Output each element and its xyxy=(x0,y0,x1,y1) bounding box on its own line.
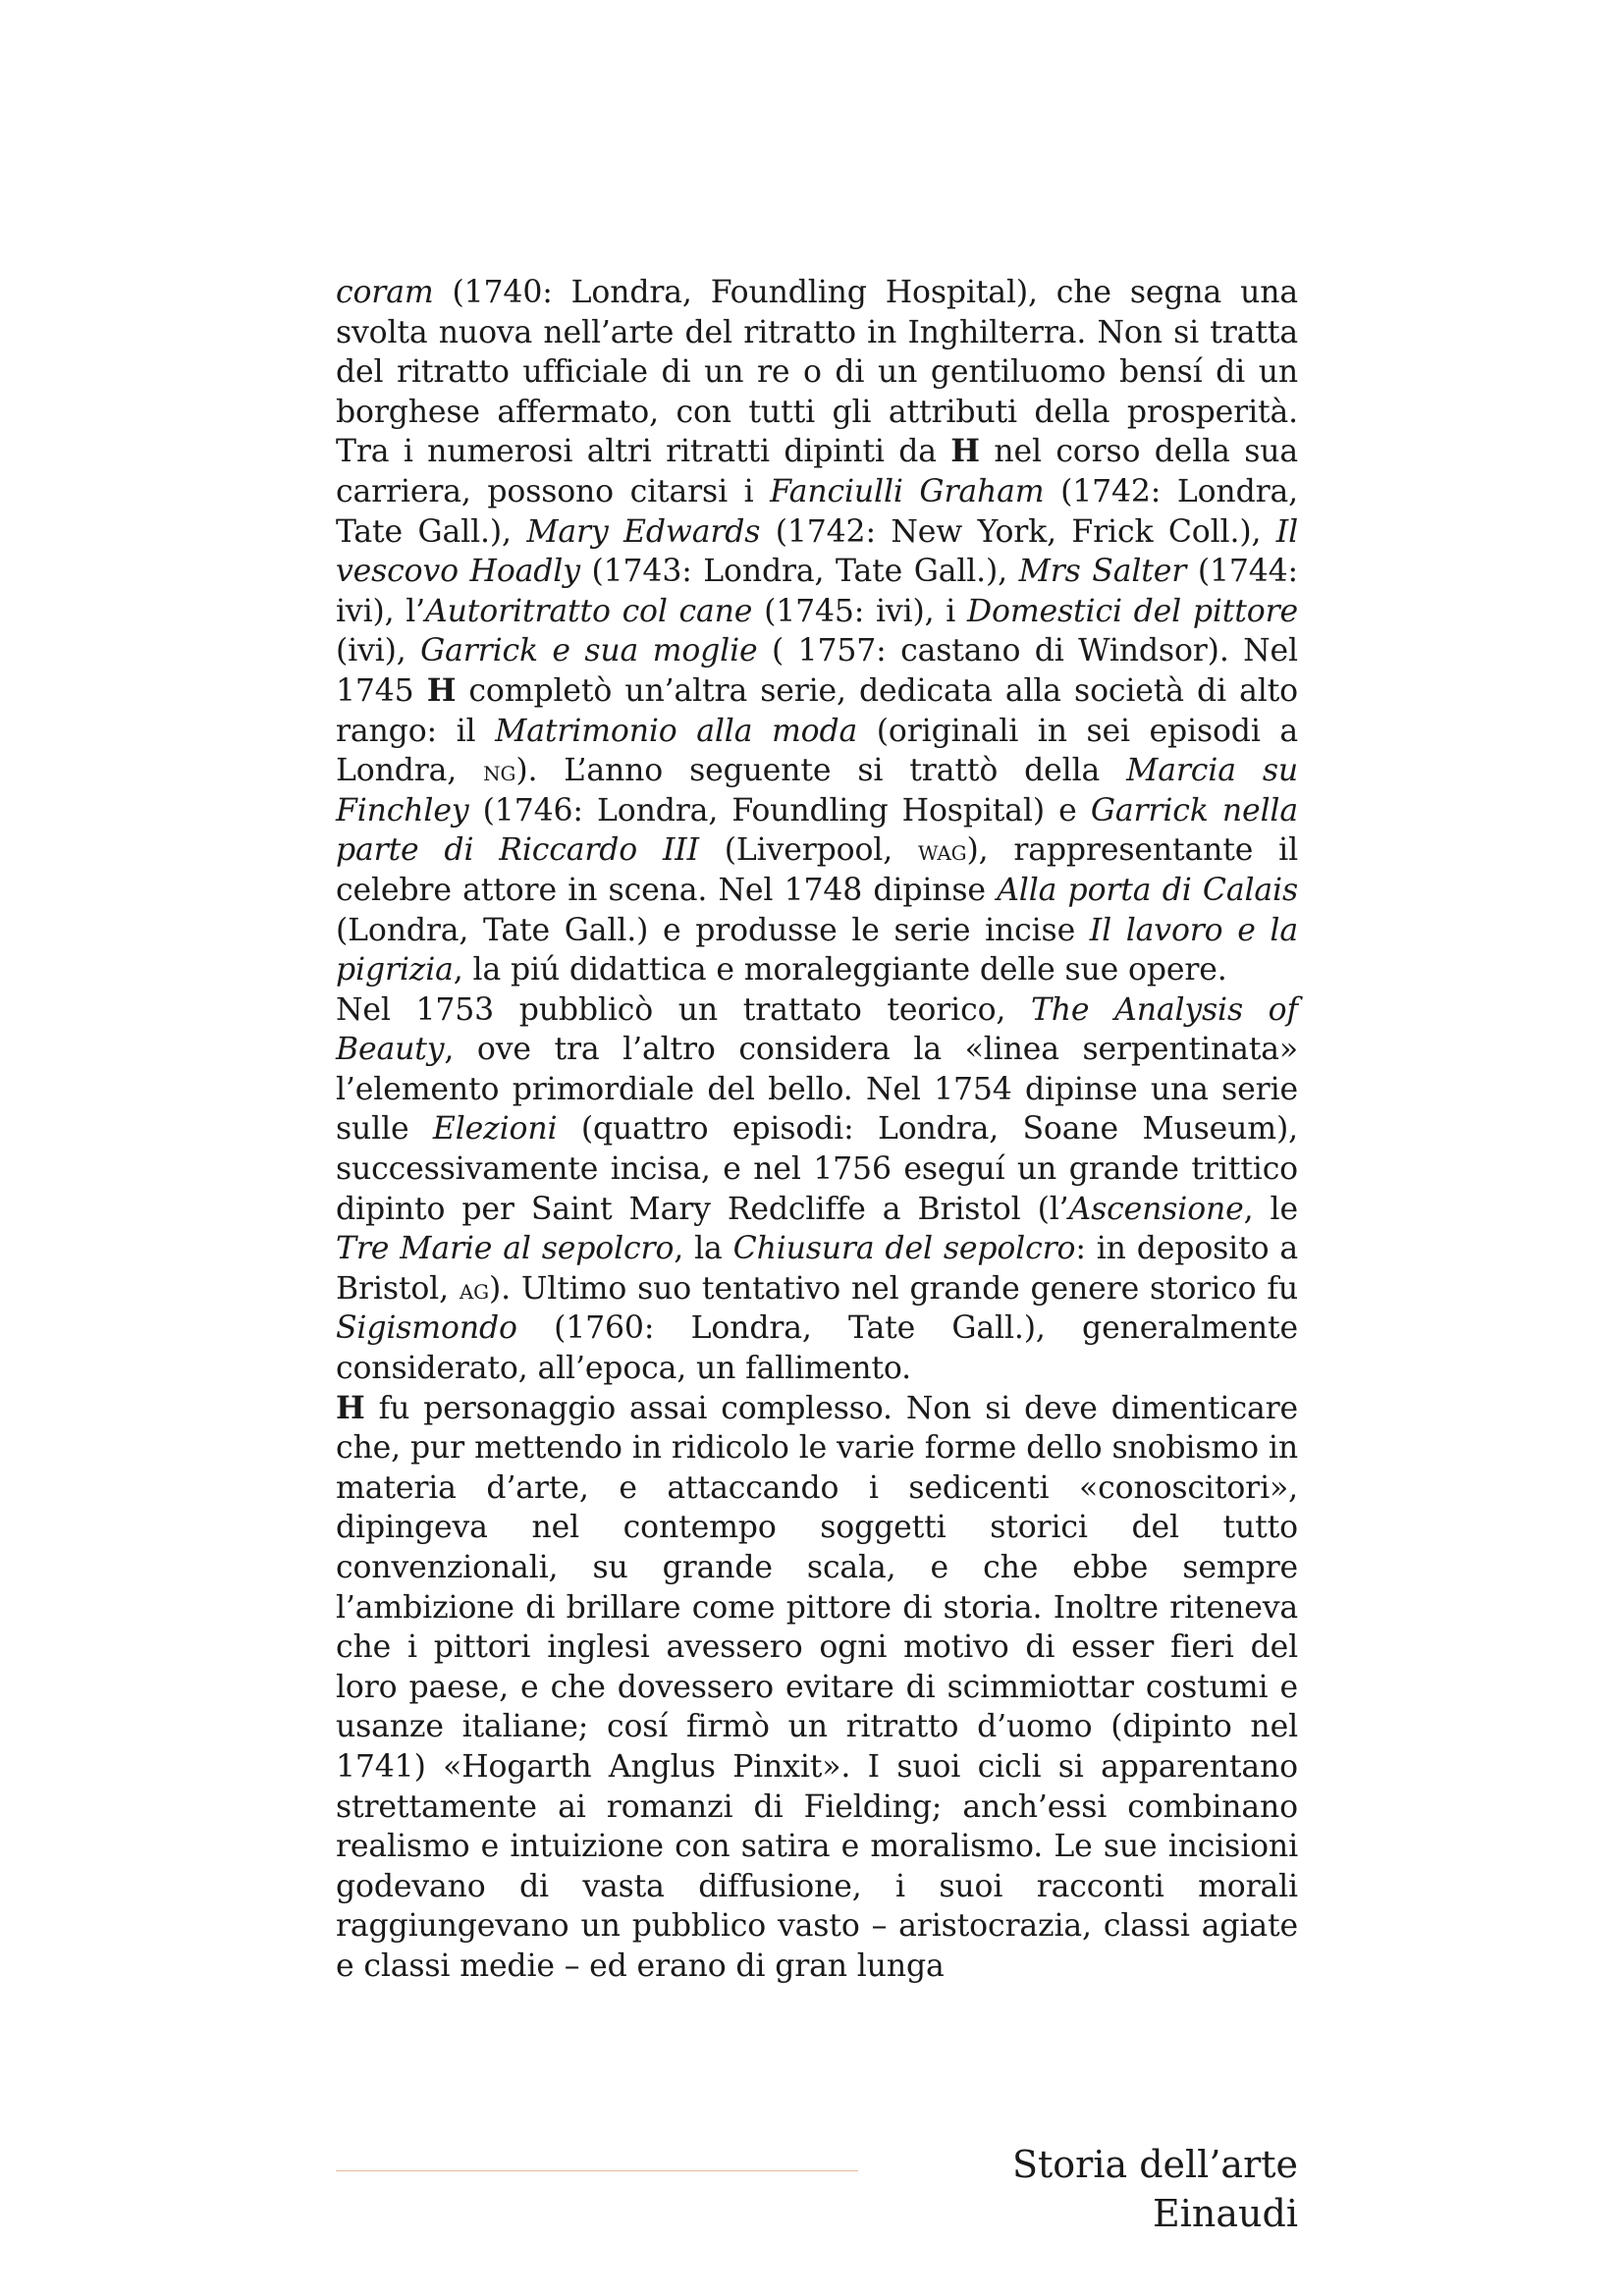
artist-initial: H xyxy=(950,433,980,470)
text-run: fu personaggio assai complesso. Non si deve dimenticare che, pur mettendo in ridicolo le varie forme dello snobismo in materia d’arte, e attaccando i sedicenti «conoscitori», dipingeva nel contempo soggetti storici del tutto convenzionali, su grande scala, e che ebbe sempre l’ambizione di brillare come pittore di storia. Inoltre riteneva che i pittori inglesi avessero ogni motivo di esser fieri del loro paese, e che dovessero evitare di scimmiottar costumi e usanze italiane; cosí firmò un ritratto d’uomo (dipinto nel 1741) «Hogarth Anglus Pinxit». I suoi cicli si apparentano strettamente ai romanzi di Fielding; anch’essi combinano realismo e intuizione con satira e moralismo. Le sue incisioni godevano di vasta diffusione, i suoi racconti morali raggiungevano un pubblico vasto – aristocrazia, classi agiate e classi medie – ed erano di gran lunga xyxy=(336,1390,1298,1984)
italic-title: Garrick nella parte di Riccardo III xyxy=(336,792,1298,869)
italic-title: Tre Marie al sepolcro xyxy=(336,1231,675,1267)
italic-title: Autoritratto col cane xyxy=(425,593,753,629)
text-run: : in deposito a Bristol, xyxy=(336,1231,1298,1307)
artist-initial: H xyxy=(336,1389,365,1426)
text-run: , le xyxy=(1243,1191,1298,1227)
text-run: (1742: New York, Frick Coll.), xyxy=(760,513,1276,550)
footer-title: Storia dell’arte Einaudi xyxy=(1011,2143,1298,2235)
text-run: (1760: Londra, Tate Gall.), generalmente considerato, all’epoca, un fallimento. xyxy=(336,1310,1298,1387)
text-run: (1746: Londra, Foundling Hospital) e xyxy=(468,792,1091,828)
text-run: , ove tra l’altro considera la «linea serpentinata» l’elemento primordiale del bello. Nel 1754 dipinse una serie sulle xyxy=(336,1032,1298,1148)
text-run: (Liverpool, xyxy=(698,832,918,869)
footer-rule xyxy=(336,2170,858,2171)
italic-title: Ascensione xyxy=(1068,1191,1244,1227)
text-run: (originali in sei episodi a Londra, xyxy=(336,713,1299,789)
text-run: (1740: Londra, Foundling Hospital), che segna una svolta nuova nell’arte del ritratto in Inghilterra. Non si tratta del ritratto ufficiale di un re o di un gentiluomo bensí di un borghese affermato, con tutti gli attributi della prosperità. Tra i numerosi altri ritratti dipinti da xyxy=(336,275,1298,470)
text-run: (1744: ivi), l’ xyxy=(336,554,1298,629)
museum-abbreviation: ag xyxy=(459,1271,489,1306)
italic-title: Matrimonio alla moda xyxy=(495,713,858,749)
text-run: ). Ultimo suo tentativo nel grande genere storico fu xyxy=(488,1270,1298,1307)
italic-title: coram xyxy=(336,275,434,310)
museum-abbreviation: wag xyxy=(917,833,967,868)
italic-title: Garrick e sua moglie xyxy=(420,633,758,669)
italic-title: Marcia su Finchley xyxy=(336,753,1298,828)
italic-title: Chiusura del sepolcro xyxy=(732,1231,1076,1267)
body-text xyxy=(336,273,1298,1987)
italic-title: Fanciulli Graham xyxy=(770,473,1045,509)
text-run: ( 1757: castano di Windsor). Nel 1745 xyxy=(336,633,1298,709)
text-run: completò un’altra serie, dedicata alla società di alto rango: il xyxy=(336,672,1298,749)
text-run: (1745: ivi), i xyxy=(752,593,967,629)
text-run: Nel 1753 pubblicò un trattato teorico, xyxy=(336,991,1031,1028)
artist-initial: H xyxy=(426,671,457,709)
text-run: ), rappresentante il celebre attore in scena. Nel 1748 dipinse xyxy=(336,832,1298,908)
italic-title: Il lavoro e la pigrizia xyxy=(336,912,1298,988)
text-run: (1742: Londra, Tate Gall.), xyxy=(336,473,1298,550)
italic-title: Alla porta di Calais xyxy=(997,872,1298,908)
italic-title: The Analysis of Beauty xyxy=(336,991,1299,1068)
text-run: (1743: Londra, Tate Gall.), xyxy=(579,554,1019,590)
italic-title: Il vescovo Hoadly xyxy=(336,513,1298,590)
text-run: ). L’anno seguente si trattò della xyxy=(515,753,1127,789)
italic-title: Mrs Salter xyxy=(1018,554,1187,590)
text-run: (Londra, Tate Gall.) e produsse le serie incise xyxy=(336,912,1090,948)
museum-abbreviation: ng xyxy=(483,754,516,788)
italic-title: Sigismondo xyxy=(336,1310,517,1347)
italic-title: Domestici del pittore xyxy=(966,593,1299,629)
text-run: nel corso della sua carriera, possono citarsi i xyxy=(336,434,1298,509)
text-run: , la xyxy=(674,1231,733,1267)
body-paragraph xyxy=(336,273,1298,1987)
text-run: , la piú didattica e moraleggiante delle sue opere. xyxy=(453,952,1227,988)
italic-title: Elezioni xyxy=(432,1111,558,1148)
text-run: (ivi), xyxy=(336,633,421,669)
text-run: (quattro episodi: Londra, Soane Museum), successivamente incisa, e nel 1756 eseguí un grande trittico dipinto per Saint Mary Redcliffe a Bristol (l’ xyxy=(336,1111,1298,1227)
italic-title: Mary Edwards xyxy=(526,513,761,550)
